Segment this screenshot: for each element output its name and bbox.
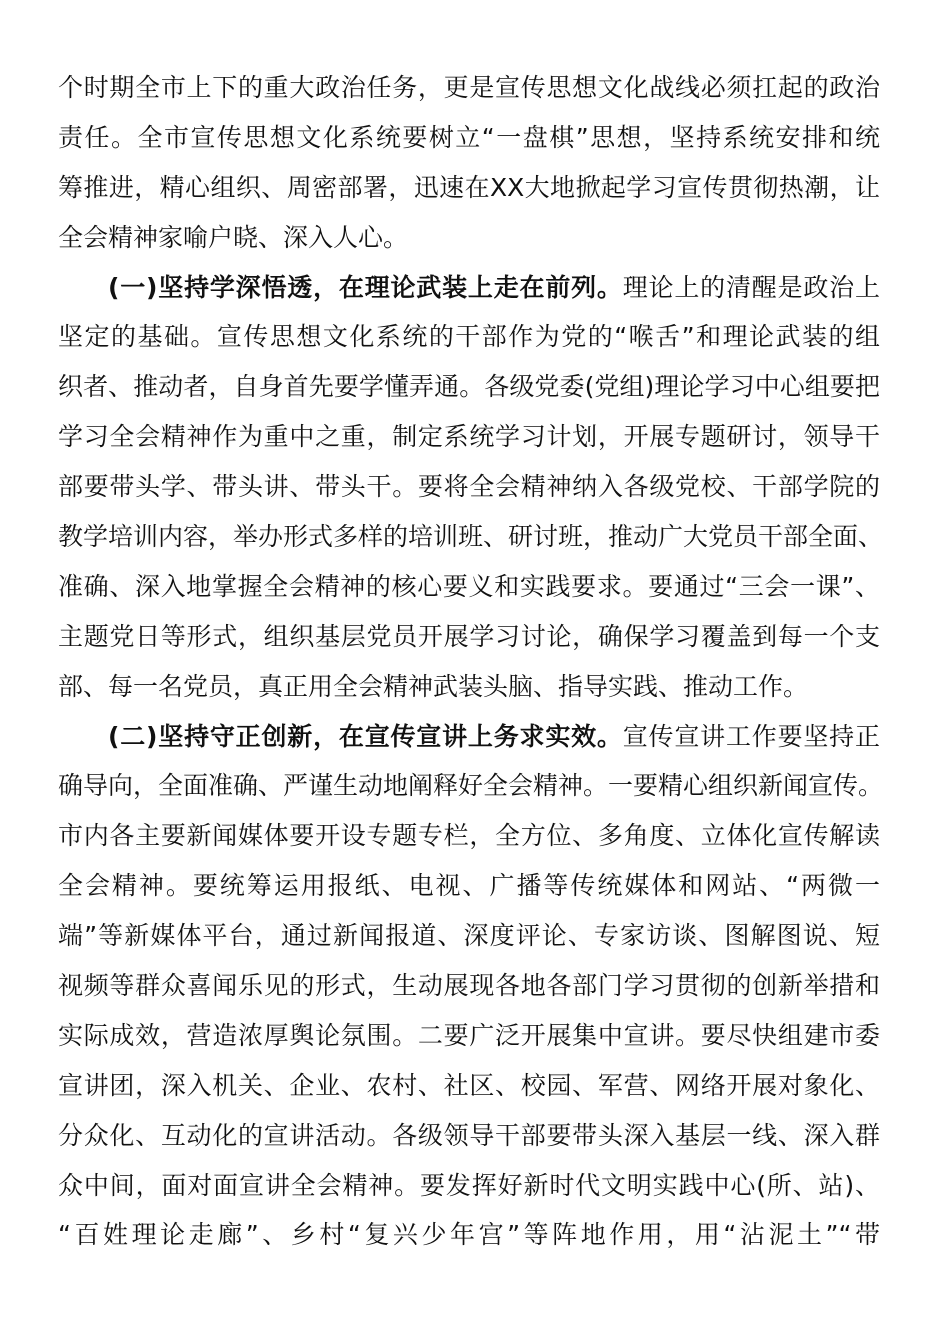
text-line: [58, 1111, 880, 1161]
body-text: 实际成效，营造浓厚舆论氛围。二要广泛开展集中宣讲。要尽快组建市委: [58, 1020, 880, 1050]
text-line: [58, 63, 880, 113]
body-text: 市内各主要新闻媒体要开设专题专栏，全方位、多角度、立体化宣传解读: [58, 821, 880, 851]
text-line: [58, 312, 880, 362]
body-text: 确导向，全面准确、严谨生动地阐释好全会精神。一要精心组织新闻宣传。: [58, 771, 884, 801]
body-text: 众中间，面对面宣讲全会精神。要发挥好新时代文明实践中心(所、站)、: [58, 1170, 880, 1200]
body-text: “百姓理论走廊”、乡村“复兴少年宫”等阵地作用，用“沾泥土”“带: [58, 1220, 880, 1250]
text-line: [58, 961, 880, 1011]
section-heading: (二)坚持守正创新，在宣传宣讲上务求实效。: [108, 721, 623, 751]
text-line: [58, 612, 880, 662]
text-line: [58, 113, 880, 163]
text-line: [58, 811, 880, 861]
text-line: [58, 412, 880, 462]
paragraph: [58, 712, 884, 1261]
body-text: 坚定的基础。宣传思想文化系统的干部作为党的“喉舌”和理论武装的组: [58, 322, 880, 352]
body-text: 责任。全市宣传思想文化系统要树立“一盘棋”思想，坚持系统安排和统: [58, 122, 880, 152]
text-line: [58, 163, 880, 213]
text-line: [58, 562, 880, 612]
text-line: [58, 911, 880, 961]
text-line: [58, 861, 880, 911]
body-text: 主题党日等形式，组织基层党员开展学习讨论，确保学习覆盖到每一个支: [58, 621, 880, 651]
body-text: 准确、深入地掌握全会精神的核心要义和实践要求。要通过“三会一课”、: [58, 571, 880, 601]
text-line: [58, 1011, 880, 1061]
text-line: [58, 263, 880, 313]
text-line: [58, 662, 880, 712]
section-heading: (一)坚持学深悟透，在理论武装上走在前列。: [108, 272, 623, 302]
document-page: [58, 63, 884, 1260]
body-text: 教学培训内容，举办形式多样的培训班、研讨班，推动广大党员干部全面、: [58, 522, 884, 552]
text-line: [58, 1161, 880, 1211]
text-line: [58, 761, 884, 811]
body-text: 视频等群众喜闻乐见的形式，生动展现各地各部门学习贯彻的创新举措和: [58, 971, 880, 1001]
body-text: 分众化、互动化的宣讲活动。各级领导干部要带头深入基层一线、深入群: [58, 1120, 880, 1150]
paragraph: [58, 63, 880, 263]
text-line: [58, 213, 880, 263]
body-text: 织者、推动者，自身首先要学懂弄通。各级党委(党组)理论学习中心组要把: [58, 372, 880, 402]
text-line: [58, 1210, 880, 1260]
body-text: 个时期全市上下的重大政治任务，更是宣传思想文化战线必须扛起的政治: [58, 73, 880, 102]
text-line: [58, 362, 880, 412]
paragraph: [58, 263, 884, 712]
body-text: 理论上的清醒是政治上: [622, 272, 880, 302]
text-line: [58, 712, 880, 762]
body-text: 部要带头学、带头讲、带头干。要将全会精神纳入各级党校、干部学院的: [58, 472, 880, 502]
text-line: [58, 1061, 880, 1111]
text-line: [58, 462, 880, 512]
body-text: 部、每一名党员，真正用全会精神武装头脑、指导实践、推动工作。: [58, 671, 809, 701]
body-text: 宣讲团，深入机关、企业、农村、社区、校园、军营、网络开展对象化、: [58, 1070, 880, 1100]
body-text: 全会精神。要统筹运用报纸、电视、广播等传统媒体和网站、“两微一: [58, 871, 880, 901]
body-text: 宣传宣讲工作要坚持正: [622, 721, 880, 751]
body-text: 学习全会精神作为重中之重，制定系统学习计划，开展专题研讨，领导干: [58, 422, 880, 452]
body-text: 全会精神家喻户晓、深入人心。: [58, 222, 409, 252]
text-line: [58, 512, 884, 562]
body-text: 端”等新媒体平台，通过新闻报道、深度评论、专家访谈、图解图说、短: [58, 921, 880, 951]
body-text: 筹推进，精心组织、周密部署，迅速在XX大地掀起学习宣传贯彻热潮，让: [58, 172, 880, 202]
